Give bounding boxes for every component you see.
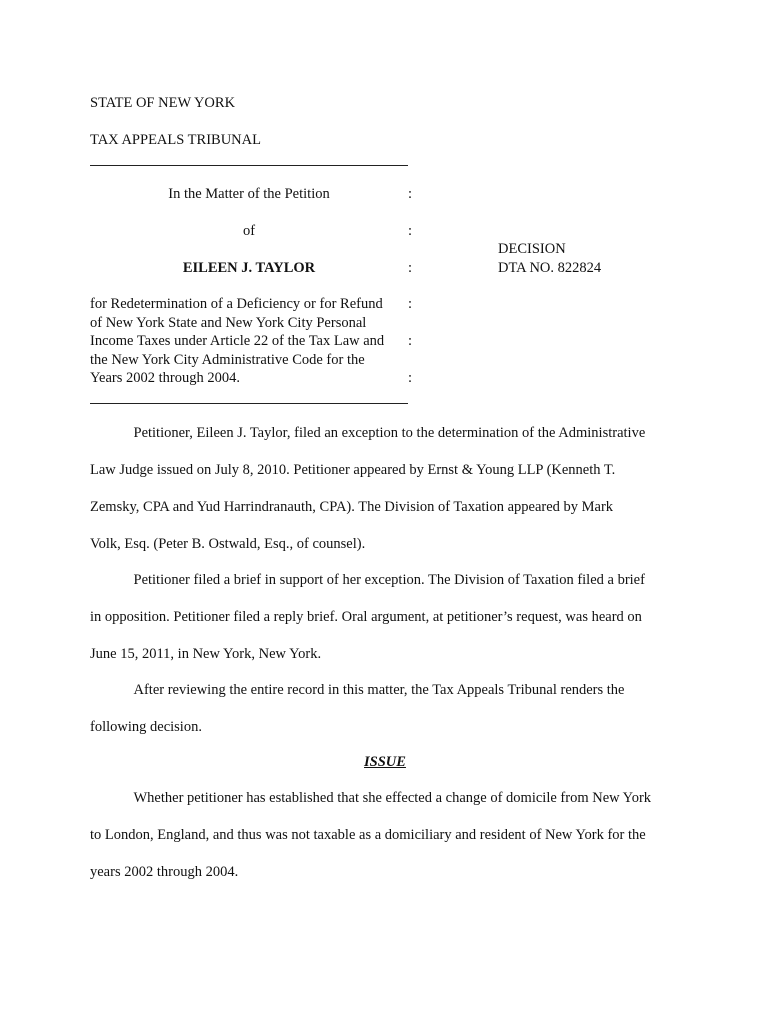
state-heading: STATE OF NEW YORK: [90, 95, 236, 111]
caption-description: for Redetermination of a Deficiency or for Refund of New York State and New York City Personal Income Taxes under Article 22 of the Tax Law and the New York City Administrative Code for the Years 2002 through 2004.: [90, 296, 385, 386]
decision-label: DECISION: [498, 241, 566, 257]
body-paragraph: After reviewing the entire record in this matter, the Tax Appeals Tribunal renders the following decision.: [90, 682, 625, 735]
matter-line: In the Matter of the Petition: [168, 186, 330, 202]
dta-number: DTA NO. 822824: [498, 260, 602, 276]
caption-colon: :: [408, 260, 413, 276]
issue-paragraph: Whether petitioner has established that she effected a change of domicile from New York to London, England, and thus was not taxable as a domiciliary and resident of New York for the years 2002 through 2004.: [90, 790, 652, 880]
body-paragraph: Petitioner filed a brief in support of her exception. The Division of Taxation filed a brief in opposition. Petitioner filed a reply brief. Oral argument, at petitioner’s request, was heard on June 15, 2011, in New York, New York.: [90, 572, 645, 662]
tribunal-heading: TAX APPEALS TRIBUNAL: [90, 132, 261, 148]
caption-top-rule: [90, 165, 408, 166]
caption-colon: :: [408, 333, 413, 349]
petitioner-name: EILEEN J. TAYLOR: [182, 260, 316, 276]
caption-bottom-rule: [90, 403, 408, 404]
of-line: of: [242, 223, 256, 239]
body-paragraph: Petitioner, Eileen J. Taylor, filed an exception to the determination of the Administrative Law Judge issued on July 8, 2010. Petitioner appeared by Ernst & Young LLP (Kenneth T. Zemsky, CPA and Yud Harrindranauth, CPA). The Division of Taxation appeared by Mark Volk, Esq. (Peter B. Ostwald, Esq., of counsel).: [90, 425, 646, 552]
caption-colon: :: [408, 186, 413, 202]
issue-heading: ISSUE: [364, 754, 406, 770]
caption-colon: :: [408, 223, 413, 239]
caption-colon: :: [408, 296, 413, 312]
caption-colon: :: [408, 370, 413, 386]
